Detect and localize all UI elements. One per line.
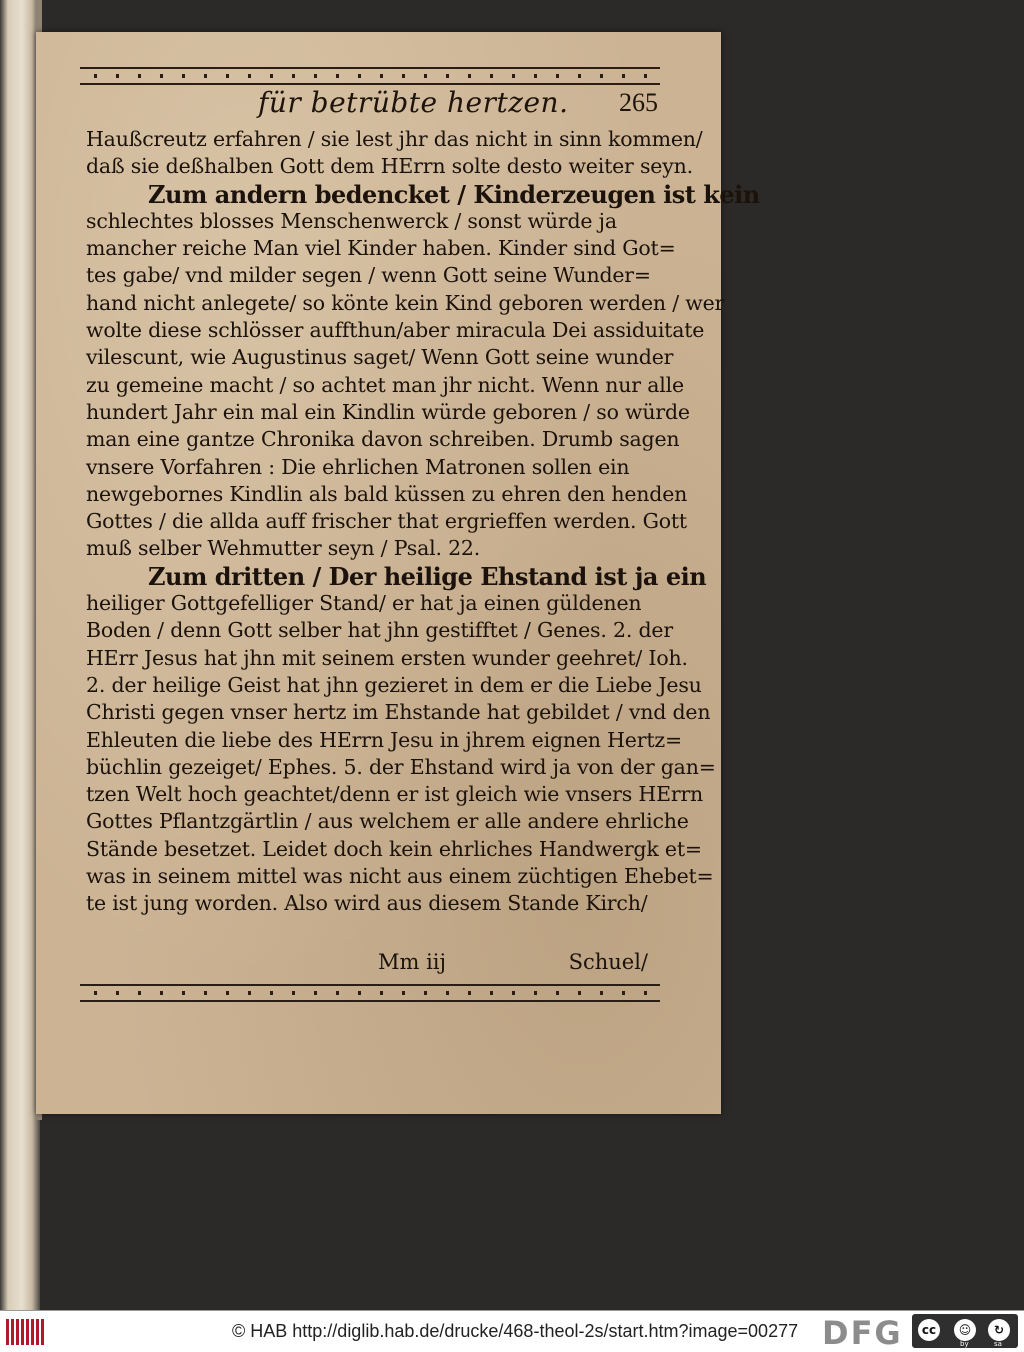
text-line: Gottes Pflantzgärtlin / aus welchem er alle andere ehrliche bbox=[86, 809, 689, 834]
text-line: Zum dritten / Der heilige Ehstand ist ja ein bbox=[148, 561, 707, 591]
text-line: Haußcreutz erfahren / sie lest jhr das nicht in sinn kommen/ bbox=[86, 127, 703, 151]
text-line: schlechtes blosses Menschenwerck / sonst würde ja bbox=[86, 208, 617, 233]
text-line: Zum andern bedencket / Kinderzeugen ist kein bbox=[148, 179, 760, 209]
text-line: daß sie deßhalben Gott dem HErrn solte desto weiter seyn. bbox=[86, 154, 693, 179]
by-label: by bbox=[960, 1340, 969, 1348]
text-line: hundert Jahr ein mal ein Kindlin würde geboren / so würde bbox=[86, 399, 690, 424]
text-line: Boden / denn Gott selber hat jhn gestifftet / Genes. 2. der bbox=[86, 618, 673, 643]
text-line: mancher reiche Man viel Kinder haben. Kinder sind Got= bbox=[86, 236, 676, 261]
copyright-link[interactable]: © HAB http://diglib.hab.de/drucke/468-theol-2s/start.htm?image=00277 bbox=[232, 1321, 799, 1341]
text-line: Gottes / die allda auff frischer that ergrieffen werden. Gott bbox=[86, 509, 687, 534]
by-icon: ☺ bbox=[954, 1319, 976, 1341]
text-line: was in seinem mittel was nicht aus einem züchtigen Ehebet= bbox=[86, 864, 714, 889]
text-line: Ehleuten die liebe des HErrn Jesu in jhrem eignen Hertz= bbox=[86, 727, 682, 752]
text-line: tzen Welt hoch geachtet/denn er ist gleich wie vnsers HErrn bbox=[86, 782, 704, 807]
ornament-rule-bottom bbox=[80, 984, 660, 1002]
text-line: tes gabe/ vnd milder segen / wenn Gott seine Wunder= bbox=[86, 263, 651, 288]
running-head bbox=[80, 84, 658, 124]
text-line: zu gemeine macht / so achtet man jhr nicht. Wenn nur alle bbox=[86, 372, 684, 397]
running-head-title: für betrübte hertzen. bbox=[258, 86, 569, 119]
text-line: Stände besetzet. Leidet doch kein ehrliches Handwergk et= bbox=[86, 836, 702, 861]
book-edge bbox=[0, 0, 40, 1310]
text-line: newgebornes Kindlin als bald küssen zu ehren den henden bbox=[86, 481, 688, 506]
hab-logo-icon bbox=[6, 1319, 44, 1345]
text-line: 2. der heilige Geist hat jhn gezieret in dem er die Liebe Jesu bbox=[86, 672, 702, 697]
text-line: te ist jung worden. Also wird aus diesem Stande Kirch/ bbox=[86, 891, 648, 916]
text-line: man eine gantze Chronika davon schreiben. Drumb sagen bbox=[86, 427, 680, 452]
text-line: hand nicht anlegete/ so könte kein Kind geboren werden / wer bbox=[86, 290, 725, 315]
text-line: vnsere Vorfahren : Die ehrlichen Matronen sollen ein bbox=[86, 454, 630, 479]
body-text bbox=[86, 126, 760, 918]
ornament-rule-top bbox=[80, 67, 660, 85]
text-line: büchlin gezeiget/ Ephes. 5. der Ehstand wird ja von der gan= bbox=[86, 754, 716, 779]
dfg-logo: DFG bbox=[822, 1314, 903, 1352]
text-line: HErr Jesus hat jhn mit seinem ersten wunder geehret/ Ioh. bbox=[86, 645, 688, 670]
text-line: Christi gegen vnser hertz im Ehstande hat gebildet / vnd den bbox=[86, 700, 711, 725]
catch-line bbox=[86, 948, 652, 976]
catchword: Schuel/ bbox=[568, 950, 648, 974]
page-number: 265 bbox=[619, 88, 658, 117]
footer-bar bbox=[0, 1310, 1024, 1352]
cc-icon: cc bbox=[918, 1319, 940, 1341]
text-line: wolte diese schlösser auffthun/aber miracula Dei assiduitate bbox=[86, 318, 705, 343]
text-line: vilescunt, wie Augustinus saget/ Wenn Gott seine wunder bbox=[86, 345, 674, 370]
sa-icon: ↻ bbox=[988, 1319, 1010, 1341]
signature-mark: Mm iij bbox=[378, 950, 447, 974]
text-line: heiliger Gottgefelliger Stand/ er hat ja einen güldenen bbox=[86, 591, 642, 616]
sa-label: sa bbox=[994, 1340, 1002, 1348]
cc-license-badge[interactable] bbox=[912, 1314, 1018, 1348]
text-line: muß selber Wehmutter seyn / Psal. 22. bbox=[86, 536, 481, 561]
